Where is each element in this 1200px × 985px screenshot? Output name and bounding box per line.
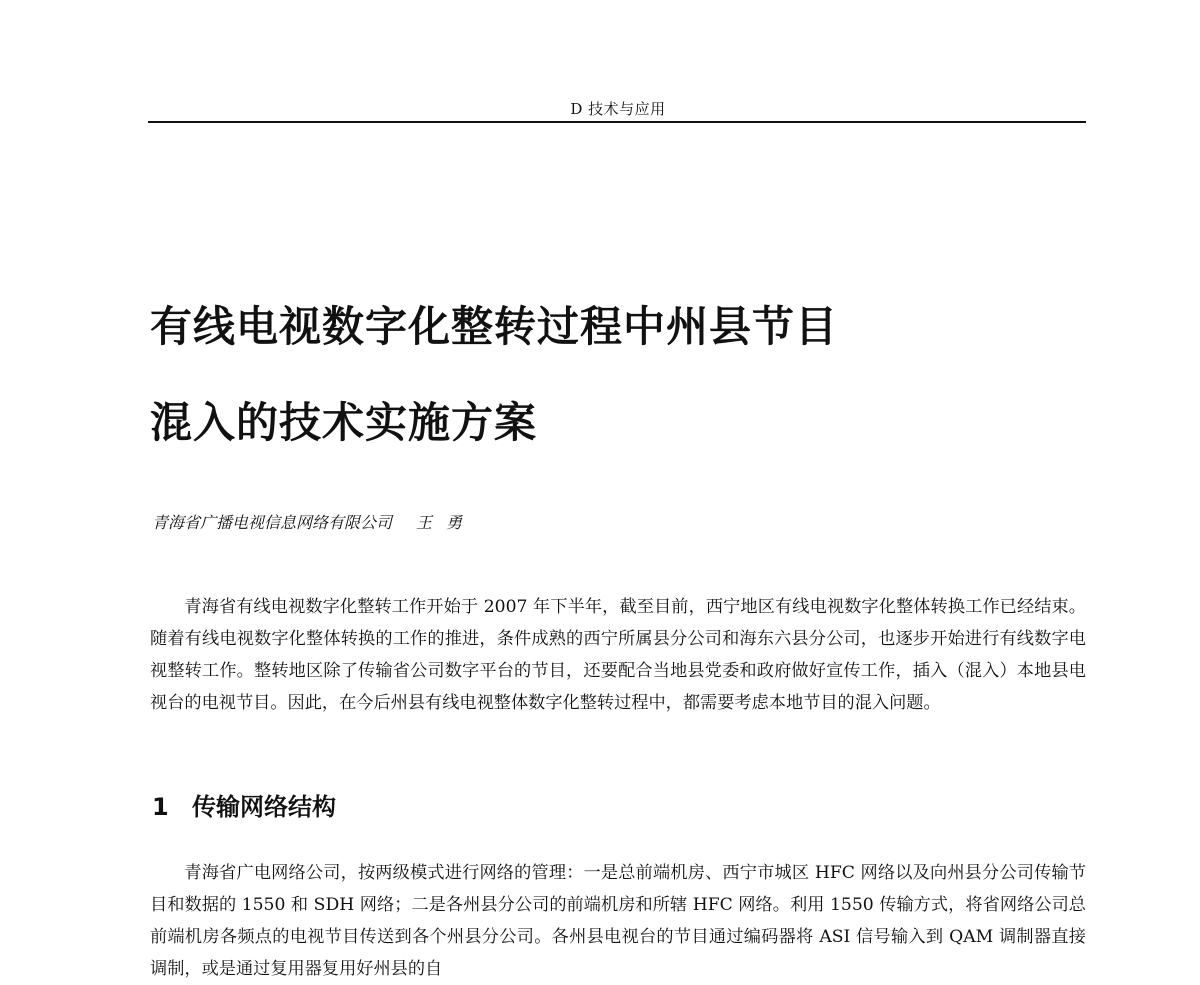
byline: [152, 510, 476, 533]
header-rule: [148, 121, 1086, 123]
affiliation: 青海省广播电视信息网络有限公司: [152, 513, 393, 532]
author-name: 王勇: [416, 513, 477, 532]
section-title: 传输网络结构: [192, 793, 336, 821]
section-heading: [152, 787, 336, 822]
running-header: D 技术与应用: [570, 100, 666, 118]
article-title-line-1: 有线电视数字化整转过程中州县节目: [150, 302, 839, 351]
article-title-line-2: 混入的技术实施方案: [150, 398, 538, 447]
section-paragraph: 青海省广电网络公司，按两级模式进行网络的管理：一是总前端机房、西宁市城区 HFC 网络以及向州县分公司传输节目和数据的 1550 和 SDH 网络；二是各州县分公司的前端机房和所辖 HFC 网络。利用 1550 传输方式，将省网络公司总前端机房各频点的电视节目传送到各个州县分公司。各州县电视台的节目通过编码器将 ASI 信号输入到 QAM 调制器直接调制，或是通过复用器复用好州县的自: [150, 863, 1086, 980]
intro-paragraph: 青海省有线电视数字化整转工作开始于 2007 年下半年，截至目前，西宁地区有线电视数字化整体转换工作已经结束。随着有线电视数字化整体转换的工作的推进，条件成熟的西宁所属县分公司和海东六县分公司，也逐步开始进行有线数字电视整转工作。整转地区除了传输省公司数字平台的节目，还要配合当地县党委和政府做好宣传工作，插入（混入）本地县电视台的电视节目。因此，在今后州县有线电视整体数字化整转过程中，都需要考虑本地节目的混入问题。: [150, 597, 1086, 714]
section-number: 1: [152, 793, 169, 821]
